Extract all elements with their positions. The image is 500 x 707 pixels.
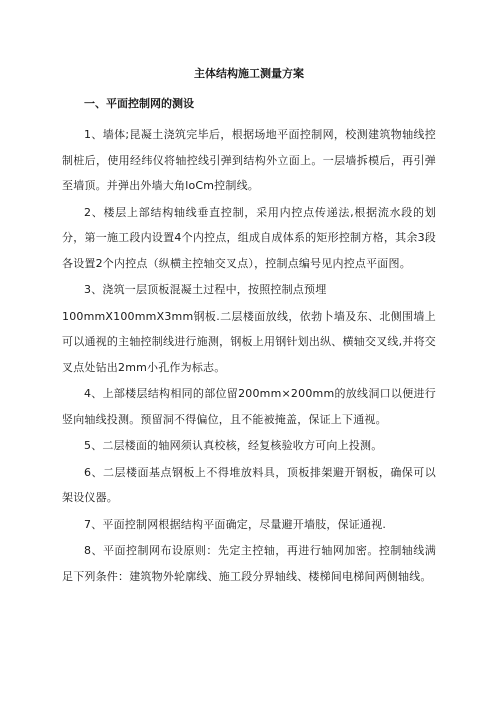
- paragraph-5: 5、二层楼面的轴网须认真校核，经复核验收方可向上投测。: [84, 439, 383, 452]
- paragraph-6: 6、二层楼面基点钢板上不得堆放料具，顶板排架避开钢板，确保可以架设仪器。: [62, 465, 436, 504]
- paragraph-3: 3、浇筑一层顶板混凝土过程中，按照控制点预埋: [84, 283, 327, 296]
- document-title: 主体结构施工测量方案: [194, 67, 304, 80]
- paragraph-2: 2、楼层上部结构轴线垂直控制，采用内控点传递法,根据流水段的划分，第一施工段内设置4个内控点，组成自成体系的矩形控制方格，其余3段各设置2个内控点（纵横主控轴交叉点），控制点编号见内控点平面图。: [62, 205, 436, 270]
- paragraph-3-continued: 100mmX100mmX3mm钢板.二层楼面放线，依勃卜墙及东、北侧围墙上可以通视的主轴控制线进行施测，钢板上用钢针划出纵、横轴交叉线,并将交叉点处钻出2mm小孔作为标志。: [62, 309, 436, 374]
- paragraph-1: 1、墙体;昆凝土浇筑完毕后，根据场地平面控制网，校测建筑物轴线控制桩后，使用经纬仪将轴控线引弹到结构外立面上。一层墙拆模后，再引弹至墙顶。并弹出外墙大角loCm控制线。: [62, 128, 436, 192]
- section-heading: 一、平面控制网的测设: [84, 97, 194, 110]
- paragraph-8: 8、平面控制网布设原则：先定主控轴，再进行轴网加密。控制轴线满足下列条件：建筑物外轮廓线、施工段分界轴线、楼梯间电梯间两侧轴线。: [62, 544, 436, 583]
- paragraph-4: 4、上部楼层结构相同的部位留200mm×200mm的放线洞口以便进行竖向轴线投测。预留洞不得偏位，且不能被掩盖，保证上下通视。: [62, 387, 436, 426]
- paragraph-7: 7、平面控制网根据结构平面确定，尽量避开墙肢，保证通视.: [84, 517, 387, 531]
